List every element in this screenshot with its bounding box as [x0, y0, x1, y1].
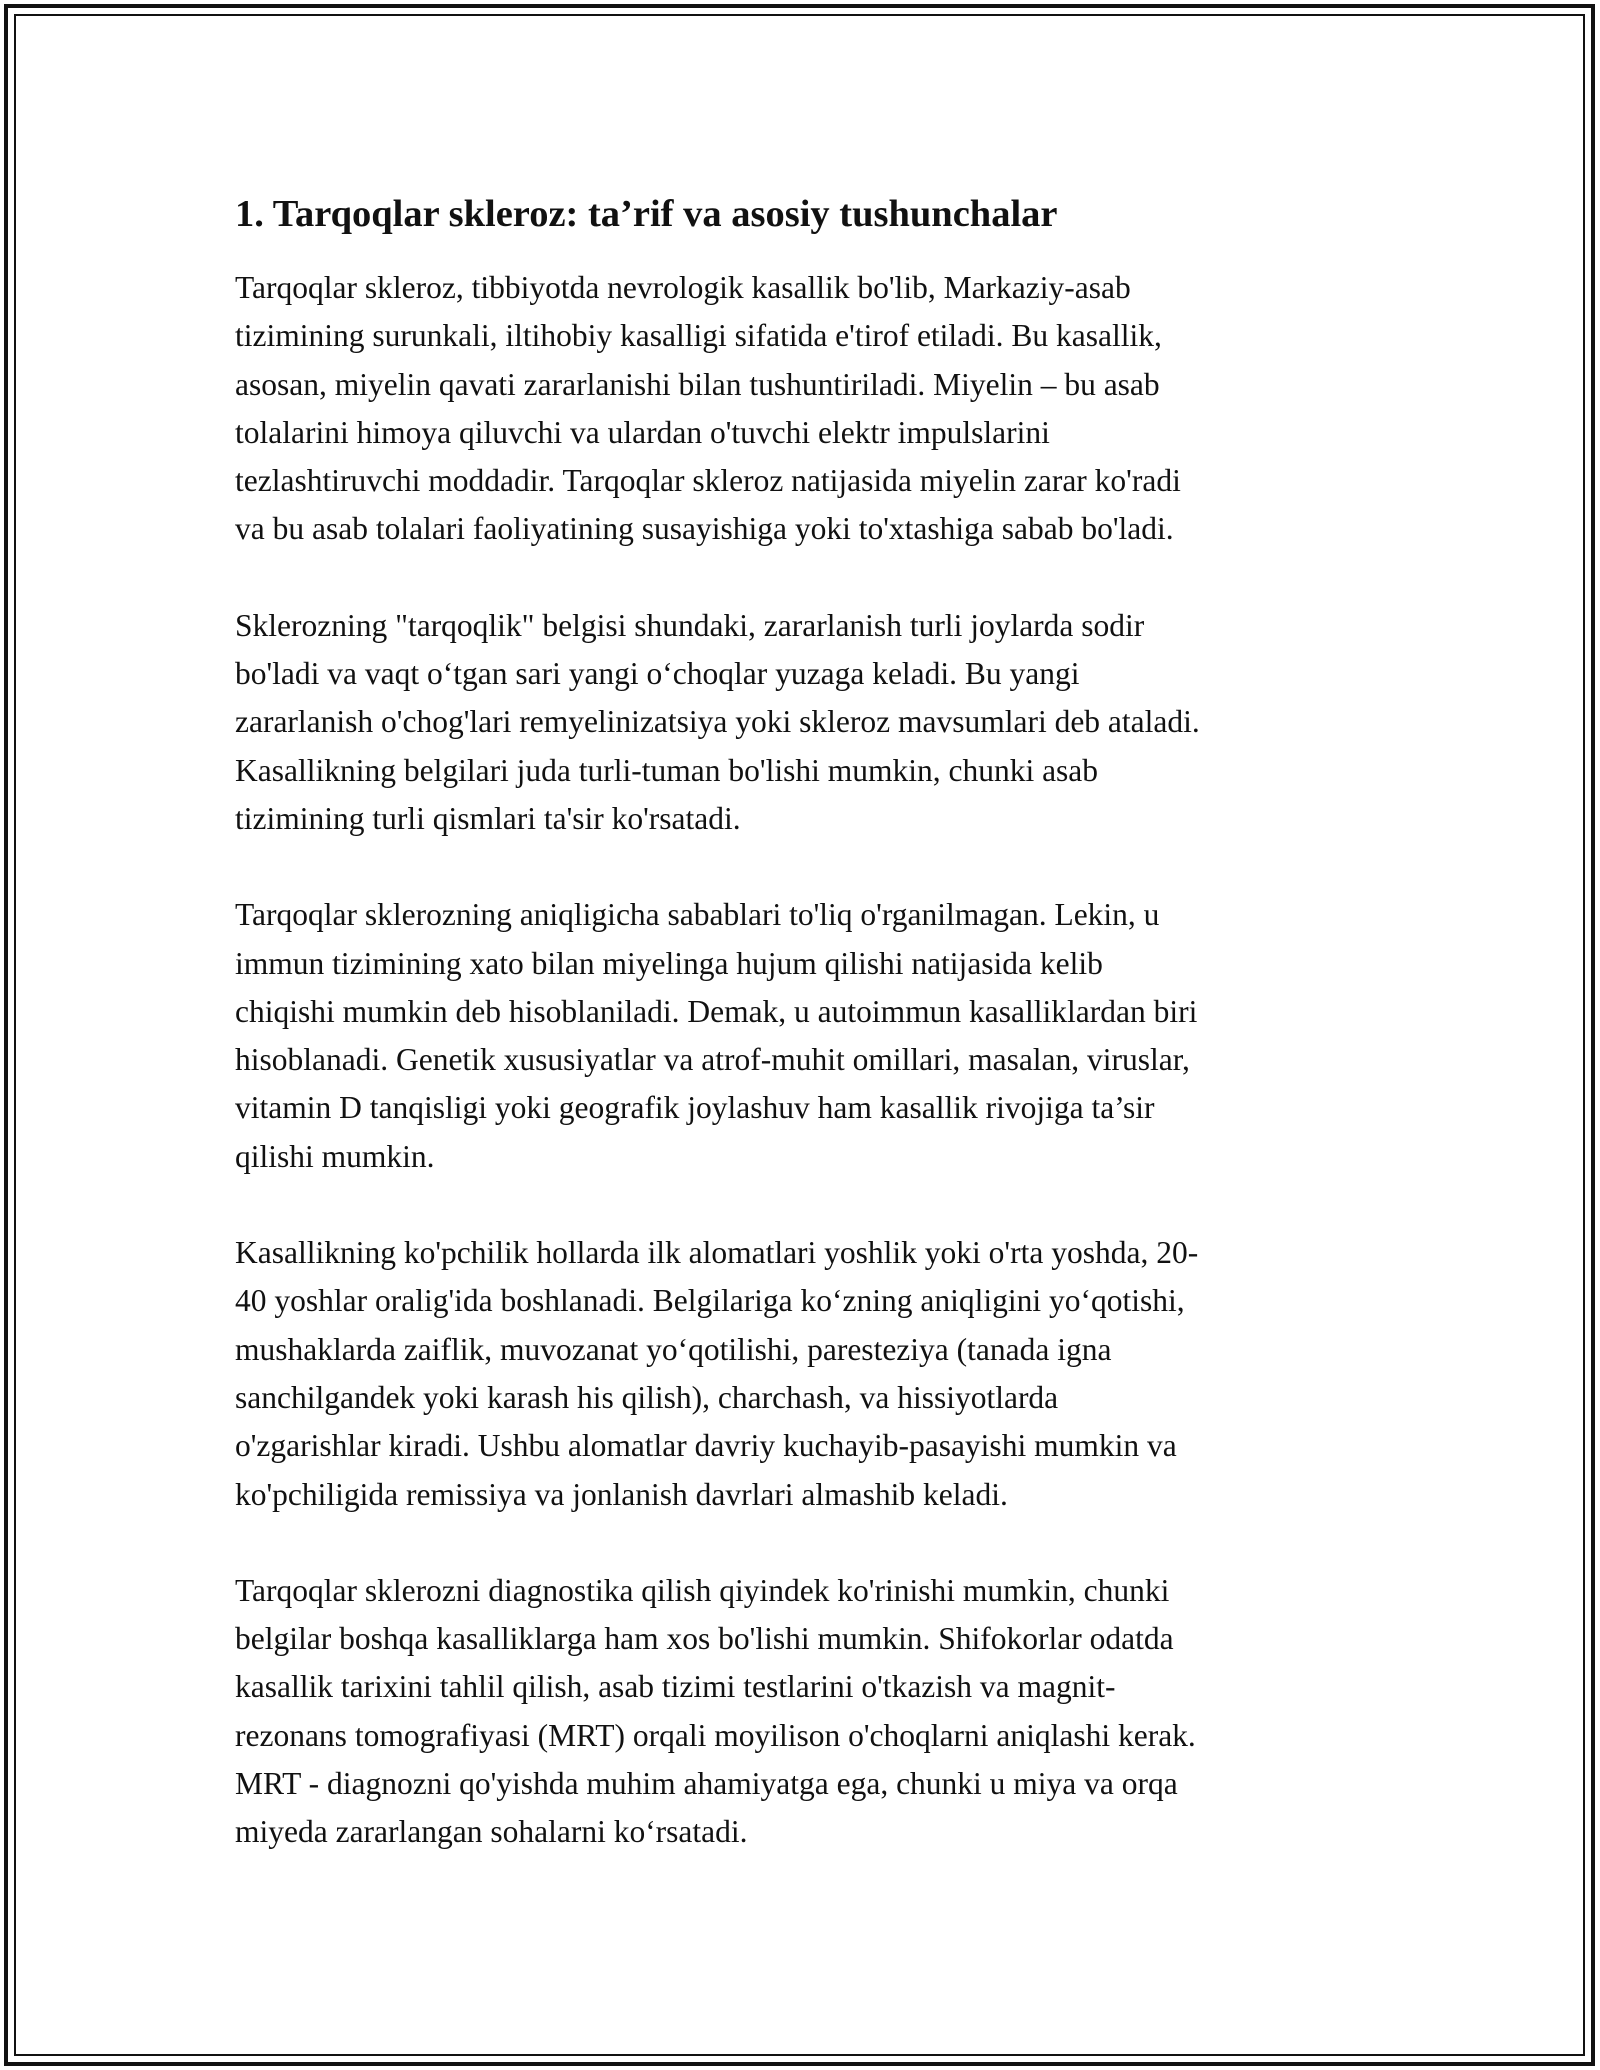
- document-body: [235, 186, 1375, 1857]
- paragraph-diagnosis: Tarqoqlar sklerozni diagnostika qilish qiyindek ko'rinishi mumkin, chunki belgilar boshqa kasalliklarga ham xos bo'lishi mumkin. Shifokorlar odatda kasallik tarixini tahlil qilish, asab tizimi testlarini o'tkazish va magnit- rezonans tomografiyasi (MRT) orqali moyilison o'choqlarni aniqlashi kerak. MRT - diagnozni qo'yishda muhim ahamiyatga ega, chunki u miya va orqa miyeda zararlangan sohalarni ko‘rsatadi.: [235, 1572, 1196, 1850]
- section-heading: 1. Tarqoqlar skleroz: ta’rif va asosiy tushunchalar: [235, 193, 1058, 235]
- paragraph-definition: Tarqoqlar skleroz, tibbiyotda nevrologik kasallik bo'lib, Markaziy-asab tizimining surunkali, iltihobiy kasalligi sifatida e'tirof etiladi. Bu kasallik, asosan, miyelin qavati zararlanishi bilan tushuntiriladi. Miyelin – bu asab tolalarini himoya qiluvchi va ulardan o'tuvchi elektr impulslarini tezlashtiruvchi moddadir. Tarqoqlar skleroz natijasida miyelin zarar ko'radi va bu asab tolalari faoliyatining susayishiga yoki to'xtashiga sabab bo'ladi.: [235, 270, 1181, 547]
- paragraph-symptoms: Kasallikning ko'pchilik hollarda ilk alomatlari yoshlik yoki o'rta yoshda, 20- 40 yoshlar oralig'ida boshlanadi. Belgilariga ko‘zning aniqligini yo‘qotishi, mushaklarda zaiflik, muvozanat yo‘qotilishi, paresteziya (tanada igna sanchilgandek yoki karash his qilish), charchash, va hissiyotlarda o'zgarishlar kiradi. Ushbu alomatlar davriy kuchayib-pasayishi mumkin va ko'pchiligida remissiya va jonlanish davrlari almashib keladi.: [235, 1235, 1199, 1512]
- paragraph-causes: Tarqoqlar sklerozning aniqligicha sabablari to'liq o'rganilmagan. Lekin, u immun tizimining xato bilan miyelinga hujum qilishi natijasida kelib chiqishi mumkin deb hisoblaniladi. Demak, u autoimmun kasalliklardan biri hisoblanadi. Genetik xususiyatlar va atrof-muhit omillari, masalan, viruslar, vitamin D tanqisligi yoki geografik joylashuv ham kasallik rivojiga ta’sir qilishi mumkin.: [235, 897, 1198, 1174]
- paragraph-dissemination: Sklerozning "tarqoqlik" belgisi shundaki, zararlanish turli joylarda sodir bo'ladi va vaqt o‘tgan sari yangi o‘choqlar yuzaga keladi. Bu yangi zararlanish o'chog'lari remyelinizatsiya yoki skleroz mavsumlari deb ataladi. Kasallikning belgilari juda turli-tuman bo'lishi mumkin, chunki asab tizimining turli qismlari ta'sir ko'rsatadi.: [235, 607, 1200, 836]
